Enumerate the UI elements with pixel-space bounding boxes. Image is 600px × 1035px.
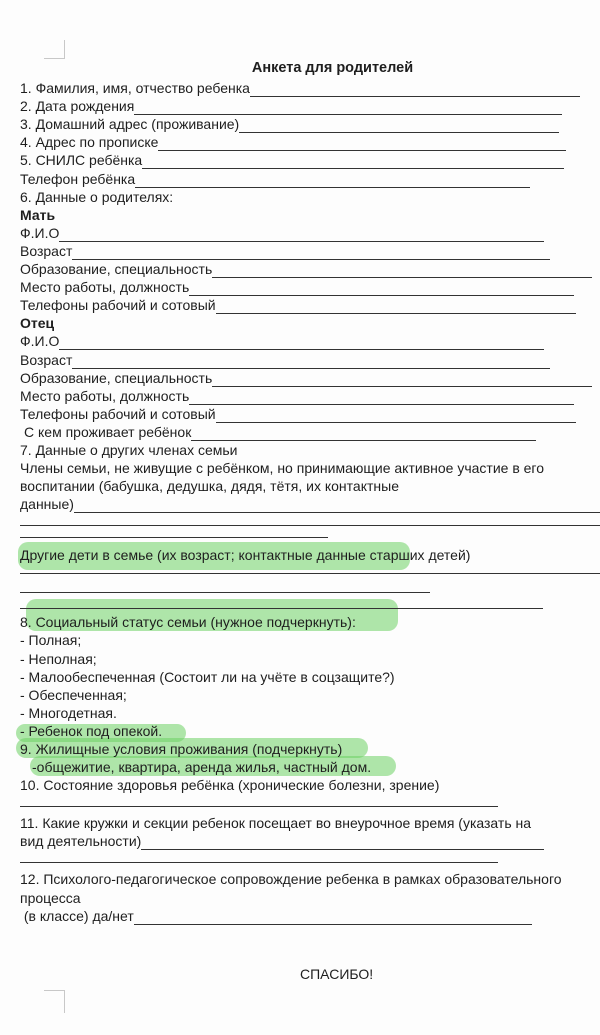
family-note-line: Члены семьи, не живущие с ребёнком, но принимающие активное участие в его bbox=[20, 459, 545, 476]
family-note-line: воспитании (бабушка, дедушка, дядя, тётя, их контактные bbox=[20, 478, 399, 495]
psych-support-line: процесса bbox=[20, 889, 81, 906]
father-heading: Отец bbox=[20, 315, 55, 332]
social-status-option[interactable]: - Ребенок под опекой. bbox=[20, 722, 600, 740]
field-mother-fio: Ф.И.О bbox=[20, 224, 600, 242]
thanks-text: СПАСИБО! bbox=[300, 966, 374, 982]
answer-line[interactable] bbox=[59, 228, 544, 242]
section-family-heading: 7. Данные о других членах семьи bbox=[20, 441, 238, 458]
social-status-option[interactable]: - Неполная; bbox=[20, 650, 97, 667]
field-father-fio: Ф.И.О bbox=[20, 332, 600, 350]
answer-line[interactable] bbox=[59, 336, 544, 350]
answer-line[interactable] bbox=[142, 155, 564, 169]
answer-line[interactable] bbox=[189, 391, 574, 405]
field-child-name: 1. Фамилия, имя, отчество ребенка bbox=[20, 79, 600, 97]
answer-line[interactable] bbox=[250, 83, 580, 97]
other-children-line: Другие дети в семье (их возраст; контактные данные старших детей) bbox=[20, 546, 600, 564]
field-mother-education: Образование, специальность bbox=[20, 260, 600, 278]
field-clubs: вид деятельности) bbox=[20, 832, 600, 850]
questionnaire-form bbox=[20, 79, 600, 925]
field-registration-address: 4. Адрес по прописке bbox=[20, 133, 600, 151]
social-status-option[interactable]: - Обеспеченная; bbox=[20, 686, 127, 703]
section-health: 10. Состояние здоровья ребёнка (хронические болезни, зрение) bbox=[20, 777, 440, 794]
answer-line[interactable] bbox=[191, 427, 536, 441]
answer-line[interactable] bbox=[134, 911, 532, 925]
field-father-age: Возраст bbox=[20, 350, 600, 368]
field-child-phone: Телефон ребёнка bbox=[20, 169, 600, 187]
field-psych-support: (в классе) да/нет bbox=[20, 907, 600, 925]
field-mother-work: Место работы, должность bbox=[20, 278, 600, 296]
answer-line[interactable] bbox=[141, 836, 544, 850]
field-lives-with: С кем проживает ребёнок bbox=[20, 423, 600, 441]
social-status-option[interactable]: - Полная; bbox=[20, 632, 82, 649]
field-father-phones: Телефоны рабочий и сотовый bbox=[20, 405, 600, 423]
social-status-option[interactable]: - Малообеспеченная (Состоит ли на учёте в соцзащите?) bbox=[20, 668, 395, 685]
answer-line[interactable] bbox=[72, 355, 550, 369]
section-social-status: 8. Социальный статус семьи (нужное подчеркнуть): bbox=[20, 613, 600, 631]
section-housing: 9. Жилищные условия проживания (подчеркнуть) bbox=[20, 740, 600, 758]
answer-line[interactable] bbox=[216, 409, 576, 423]
answer-line[interactable] bbox=[239, 119, 559, 133]
mother-heading: Мать bbox=[20, 206, 56, 223]
answer-line[interactable] bbox=[158, 137, 566, 151]
answer-line[interactable] bbox=[189, 282, 574, 296]
page-title: Анкета для родителей bbox=[251, 60, 414, 76]
answer-line[interactable] bbox=[212, 264, 592, 278]
answer-line[interactable] bbox=[135, 174, 530, 188]
social-status-option[interactable]: - Многодетная. bbox=[20, 704, 117, 721]
answer-line[interactable] bbox=[216, 300, 576, 314]
field-mother-age: Возраст bbox=[20, 242, 600, 260]
housing-options[interactable]: -общежитие, квартира, аренда жилья, частный дом. bbox=[20, 758, 600, 776]
field-home-address: 3. Домашний адрес (проживание) bbox=[20, 115, 600, 133]
answer-line[interactable] bbox=[212, 373, 592, 387]
page-corner-mark bbox=[44, 40, 65, 59]
answer-line[interactable] bbox=[74, 499, 600, 513]
answer-line[interactable] bbox=[72, 246, 550, 260]
field-family-data: данные) bbox=[20, 495, 600, 513]
field-father-work: Место работы, должность bbox=[20, 387, 600, 405]
section-psych-support: 12. Психолого-педагогическое сопровождение ребенка в рамках образовательного bbox=[20, 871, 562, 888]
page-corner-mark bbox=[44, 990, 65, 1013]
field-mother-phones: Телефоны рабочий и сотовый bbox=[20, 296, 600, 314]
field-father-education: Образование, специальность bbox=[20, 369, 600, 387]
section-clubs: 11. Какие кружки и секции ребенок посещает во внеурочное время (указать на bbox=[20, 815, 532, 832]
section-parents-heading: 6. Данные о родителях: bbox=[20, 188, 174, 205]
field-snils: 5. СНИЛС ребёнка bbox=[20, 151, 600, 169]
field-birth-date: 2. Дата рождения bbox=[20, 97, 600, 115]
answer-line[interactable] bbox=[134, 101, 562, 115]
